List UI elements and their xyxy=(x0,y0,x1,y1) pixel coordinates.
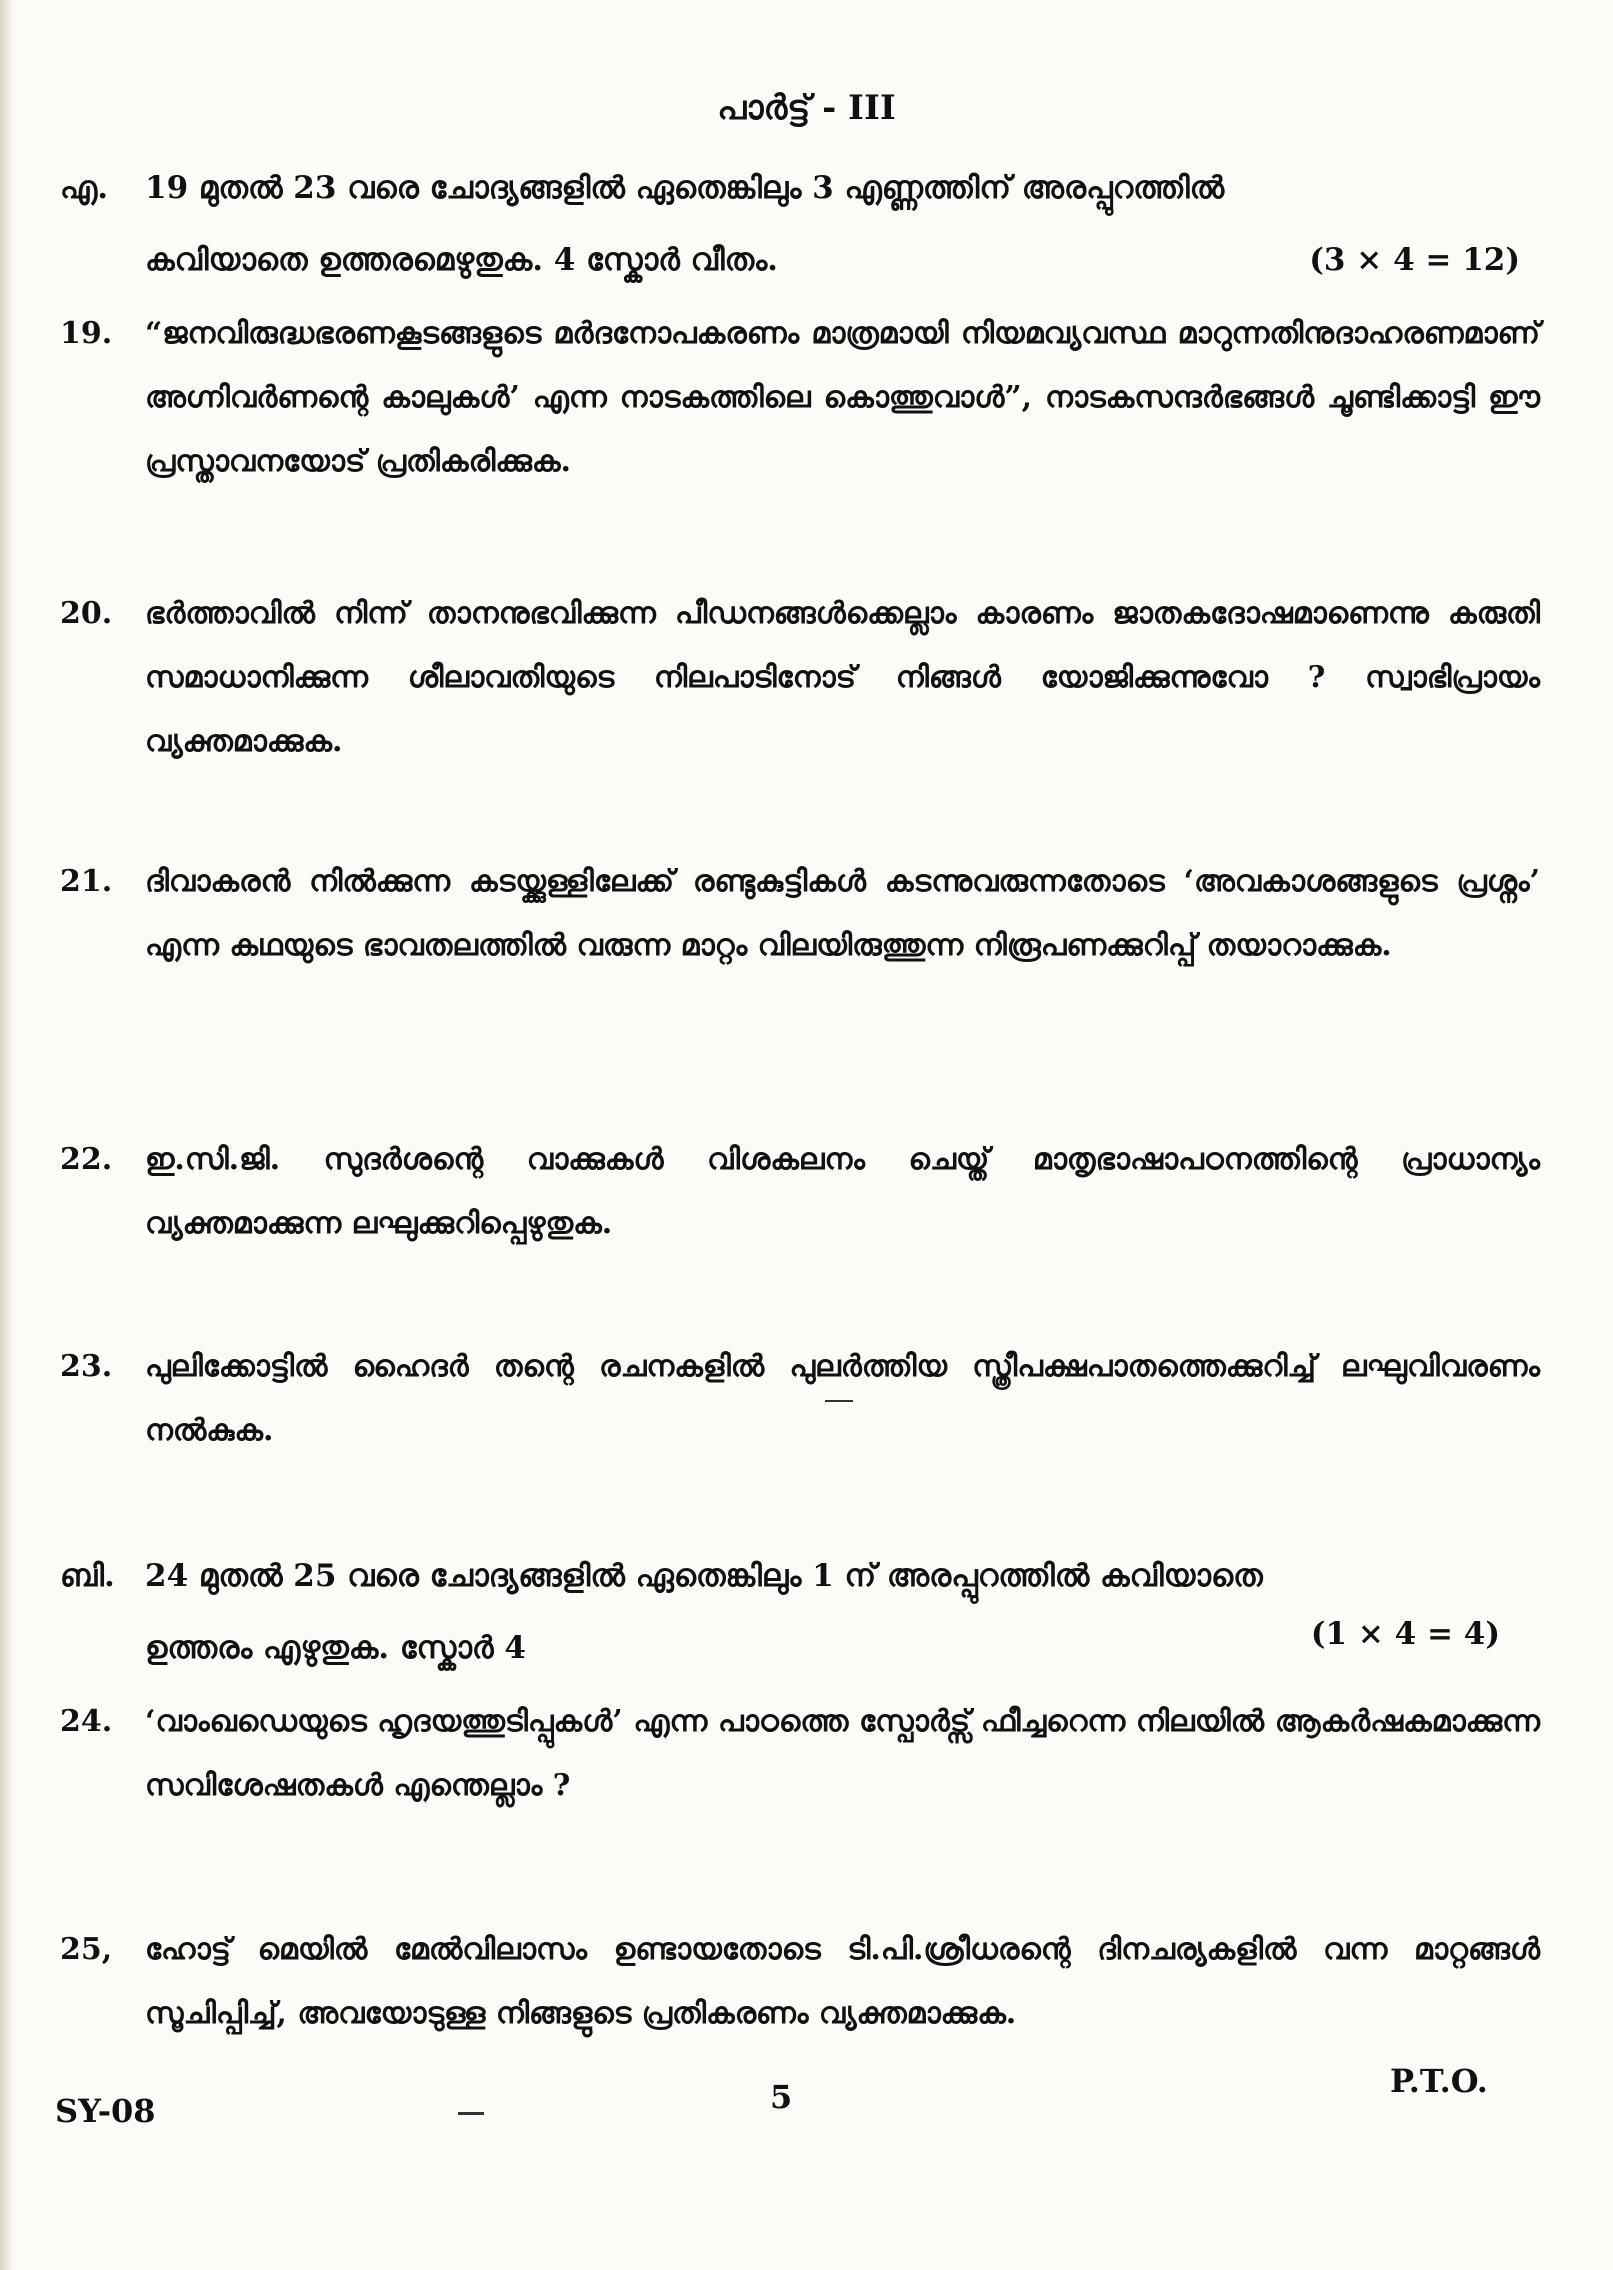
question-text: ഭർത്താവിൽ നിന്ന് താനനുഭവിക്കുന്ന പീഡനങ്ങൾക്കെല്ലാം കാരണം ജാതകദോഷമാണെന്നു കരുതി സമാധാനിക്കുന്ന ശീലാവതിയുടെ നിലപാടിനോട് നിങ്ങൾ യോജിക്കുന്നുവോ ? സ്വാഭിപ്രായം വ്യക്തമാക്കുക. xyxy=(145,596,1540,759)
question-22 xyxy=(60,1128,1540,1256)
pto-label: P.T.O. xyxy=(1390,2062,1488,2100)
question-number: 24. xyxy=(60,1704,113,1739)
question-25 xyxy=(60,1918,1540,2046)
section-b-line2: ഉത്തരം എഴുതുക. സ്കോർ 4 xyxy=(145,1630,526,1666)
question-21 xyxy=(60,850,1540,978)
question-text: ‘വാംഖഡെയുടെ ഹൃദയത്തുടിപ്പുകൾ’ എന്ന പാഠത്തെ സ്പോർട്സ് ഫീച്ചറെന്ന നിലയിൽ ആകർഷകമാക്കുന്ന സവിശേഷതകൾ എന്തെല്ലാം ? xyxy=(145,1704,1540,1803)
section-a-instructions xyxy=(60,152,1520,296)
section-b-marks: (1 × 4 = 4) xyxy=(1310,1616,1500,1652)
question-text: “ജനവിരുദ്ധഭരണകൂടങ്ങളുടെ മർദനോപകരണം മാത്രമായി നിയമവ്യവസ്ഥ മാറുന്നതിനുദാഹരണമാണ് അഗ്നിവർണന്റെ കാലുകൾ’ എന്ന നാടകത്തിലെ കൊത്തുവാൾ”, നാടകസന്ദർഭങ്ങൾ ചൂണ്ടിക്കാട്ടി ഈ പ്രസ്താവനയോട് പ്രതികരിക്കുക. xyxy=(145,316,1540,479)
section-b-line1: 24 മുതൽ 25 വരെ ചോദ്യങ്ങളിൽ ഏതെങ്കിലും 1 ന് അരപ്പുറത്തിൽ കവിയാതെ xyxy=(145,1558,1263,1594)
paper-code: SY-08 xyxy=(55,2092,156,2130)
question-number: 19. xyxy=(60,316,113,351)
question-23 xyxy=(60,1335,1540,1463)
part-title: പാർട്ട് - III xyxy=(717,88,896,128)
question-number: 20. xyxy=(60,596,113,631)
question-number: 25, xyxy=(60,1932,113,1967)
section-a-line1: 19 മുതൽ 23 വരെ ചോദ്യങ്ങളിൽ ഏതെങ്കിലും 3 എണ്ണത്തിന് അരപ്പുറത്തിൽ xyxy=(145,170,1225,206)
section-a-line2: കവിയാതെ ഉത്തരമെഴുതുക. 4 സ്കോർ വീതം. xyxy=(145,242,778,278)
section-b-instructions xyxy=(60,1540,1500,1684)
stray-mark xyxy=(458,2112,484,2115)
question-19 xyxy=(60,302,1540,494)
question-number: 21. xyxy=(60,864,113,899)
question-number: 22. xyxy=(60,1142,113,1177)
section-a-marks: (3 × 4 = 12) xyxy=(1309,242,1520,278)
question-text: ദിവാകരൻ നിൽക്കുന്ന കടയ്ക്കുള്ളിലേക്ക് രണ്ടുകുട്ടികൾ കടന്നുവരുന്നതോടെ ‘അവകാശങ്ങളുടെ പ്രശ്നം’ എന്ന കഥയുടെ ഭാവതലത്തിൽ വരുന്ന മാറ്റം വിലയിരുത്തുന്ന നിരൂപണക്കുറിപ്പ് തയാറാക്കുക. xyxy=(145,864,1540,963)
scan-edge xyxy=(0,0,14,2270)
question-text: ഇ.സി.ജി. സുദർശന്റെ വാക്കുകൾ വിശകലനം ചെയ്ത് മാതൃഭാഷാപഠനത്തിന്റെ പ്രാധാന്യം വ്യക്തമാക്കുന്ന ലഘുക്കുറിപ്പെഴുതുക. xyxy=(145,1142,1540,1241)
question-text: പുലിക്കോട്ടിൽ ഹൈദർ തന്റെ രചനകളിൽ പുലർത്തിയ സ്ത്രീപക്ഷപാതത്തെക്കുറിച്ച് ലഘുവിവരണം നൽകുക. xyxy=(145,1349,1540,1448)
section-b-label: ബി. xyxy=(60,1558,115,1594)
page-number: 5 xyxy=(770,2078,793,2116)
question-24 xyxy=(60,1690,1540,1818)
stray-mark xyxy=(825,1400,853,1402)
question-number: 23. xyxy=(60,1349,113,1384)
question-text: ഹോട്ട് മെയിൽ മേൽവിലാസം ഉണ്ടായതോടെ ടി.പി.ശ്രീധരന്റെ ദിനചര്യകളിൽ വന്ന മാറ്റങ്ങൾ സൂചിപ്പിച്ച്, അവയോടുള്ള നിങ്ങളുടെ പ്രതികരണം വ്യക്തമാക്കുക. xyxy=(145,1932,1540,2031)
section-a-label: എ. xyxy=(60,170,109,206)
question-20 xyxy=(60,582,1540,774)
